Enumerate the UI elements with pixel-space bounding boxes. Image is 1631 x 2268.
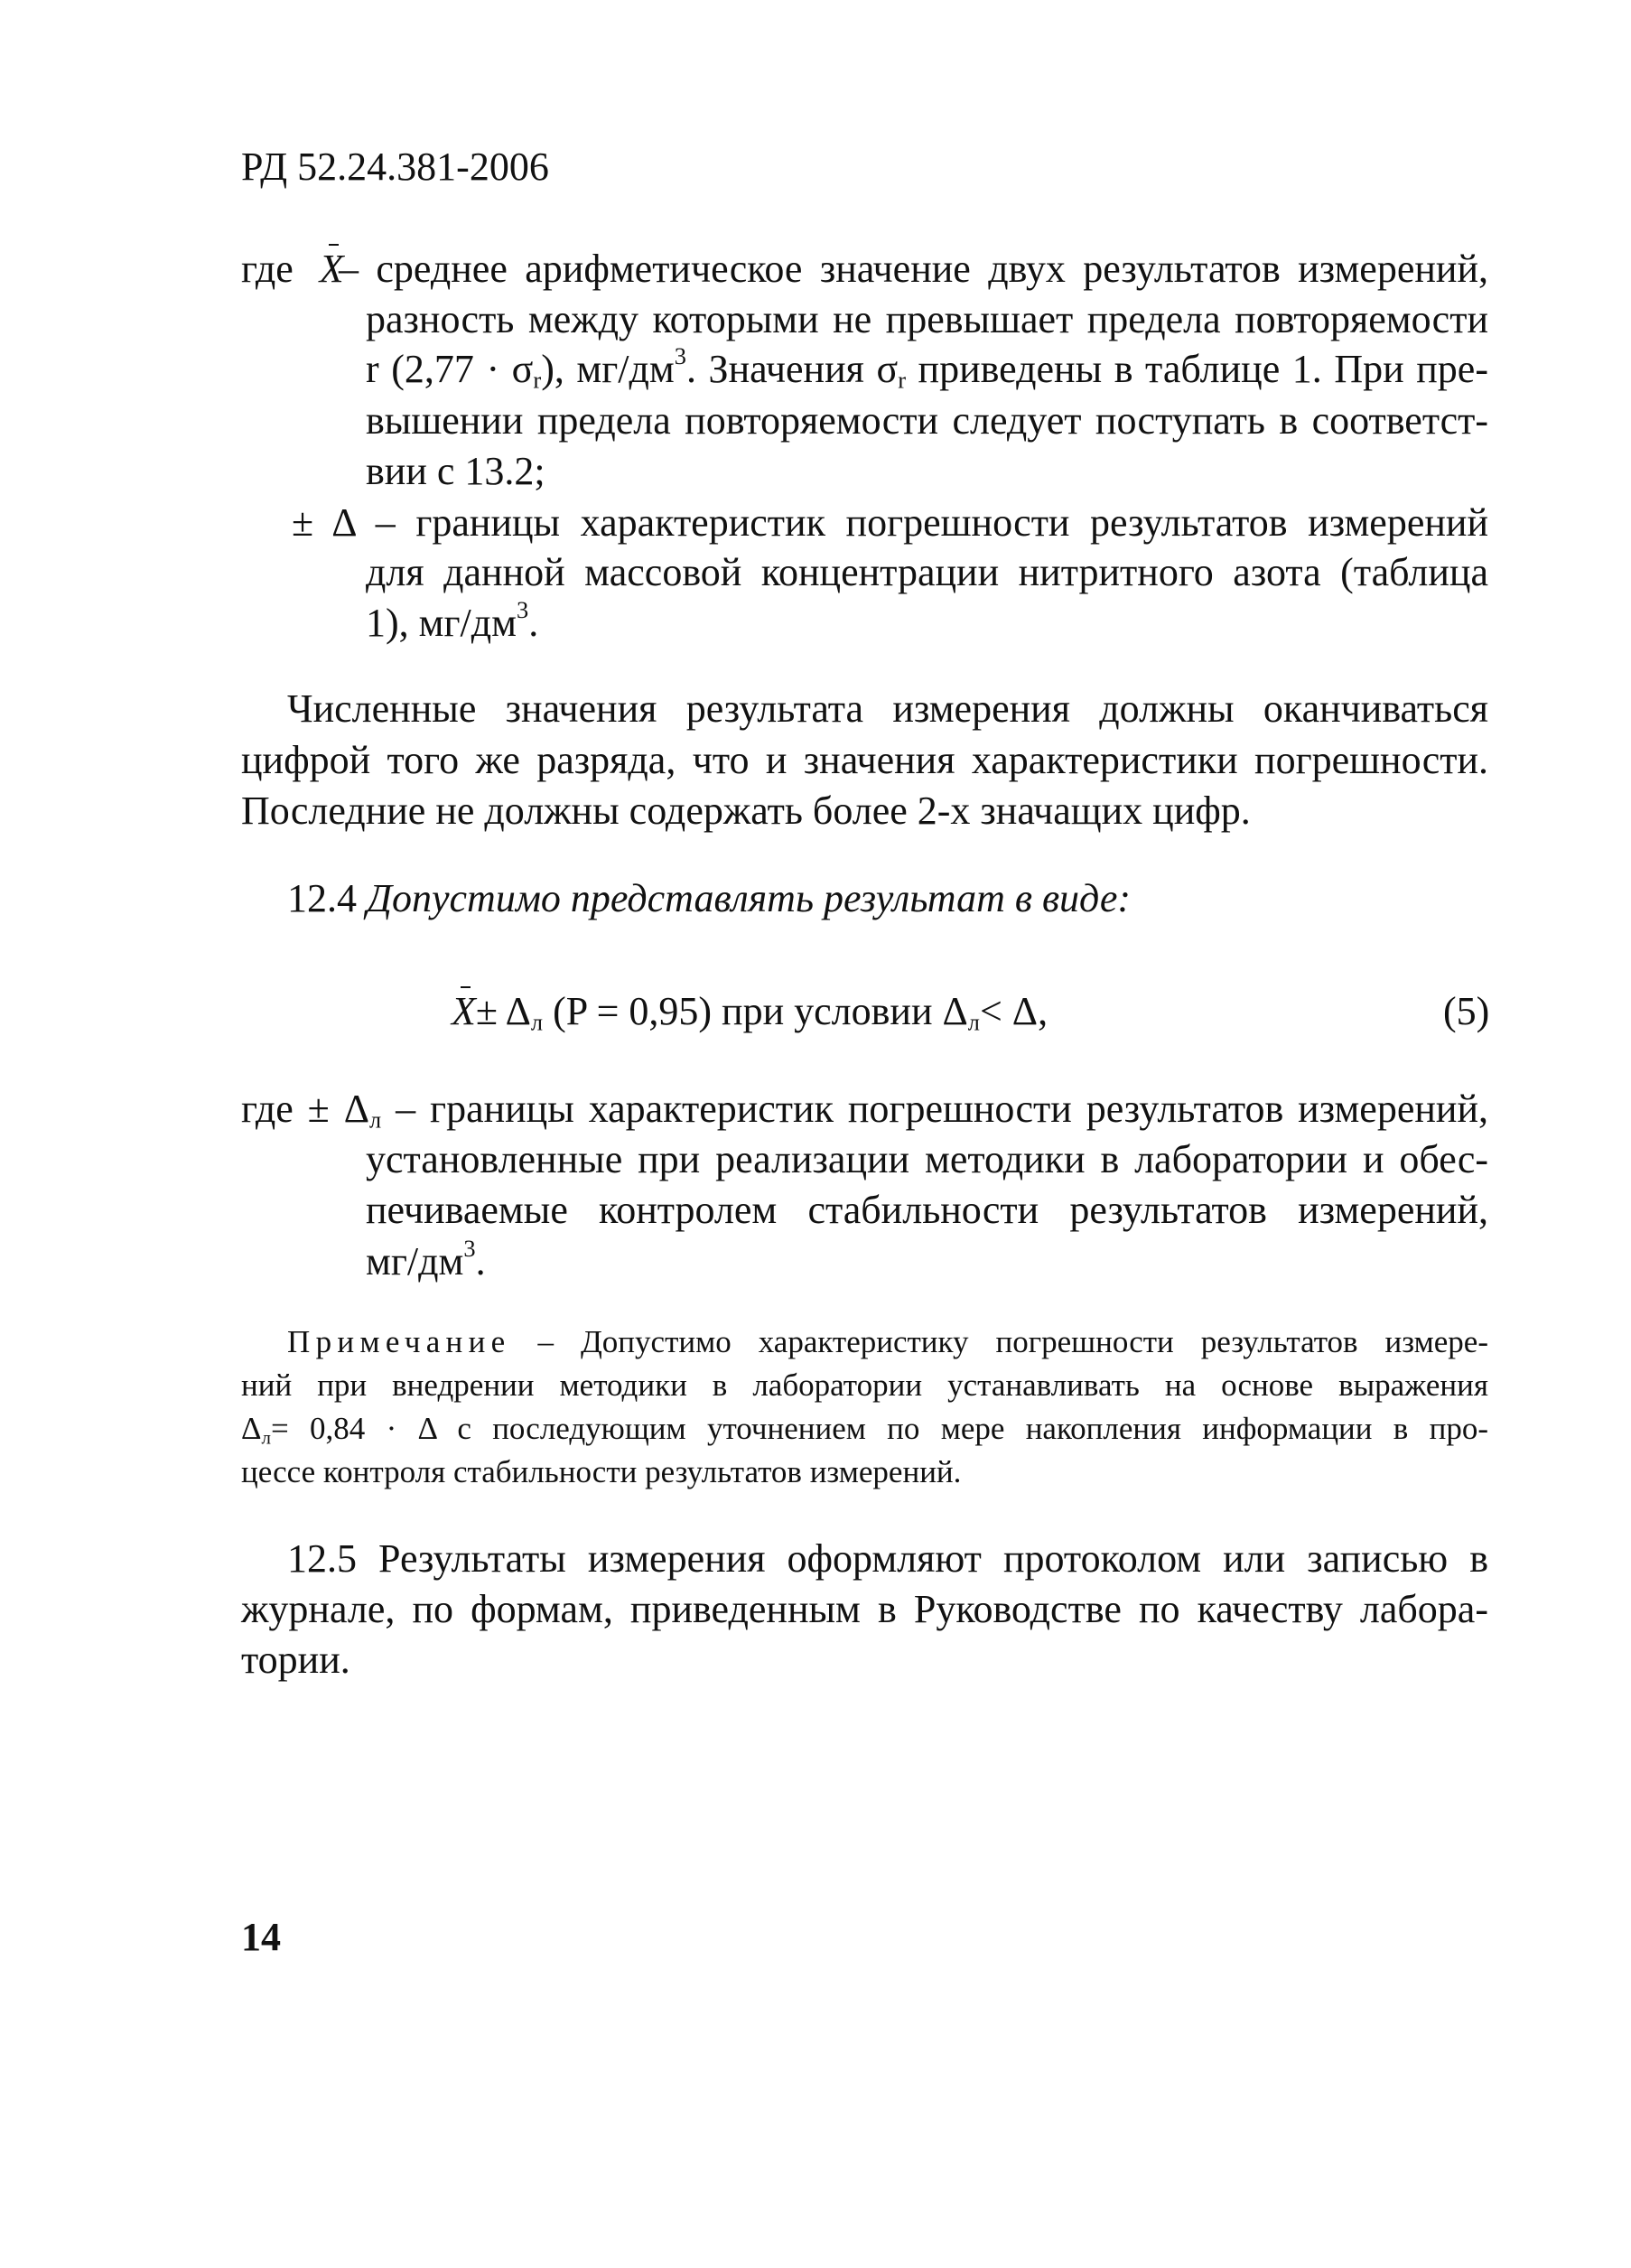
formula-5: $X\pm \Delta_л$ (P = 0,95) при условии $\Delta_л< \Delta$,: [452, 989, 1048, 1036]
note-line-4: цессе контроля стабильности результатов измерений.: [241, 1454, 962, 1489]
def-x-line-2: разность между которыми не превышает предела повторяемости: [366, 297, 1488, 341]
def-x-line-5: вии с 13.2;: [366, 449, 545, 493]
section-text: Допустимо представлять результат в виде:: [367, 876, 1132, 920]
para-line-1: Численные значения результата измерения должны оканчиваться: [287, 686, 1488, 731]
section-12-5-line-2: журнале, по формам, приведенным в Руководстве по качеству лабора-: [241, 1587, 1488, 1631]
symbol-x-bar: X: [319, 247, 344, 291]
formula-number: (5): [1443, 989, 1490, 1033]
note-label: Примечание: [287, 1324, 511, 1359]
note-line-1: Примечание – Допустимо характеристику погрешности результатов измере-: [287, 1324, 1488, 1359]
def-x-line-3: r $(2,77 \cdot \sigma_r)$, $мг/дм^3$. Значения $\sigma_r$ приведены в таблице 1. При пре-: [366, 342, 1488, 394]
def-x-line-4: вышении предела повторяемости следует поступать в соответст-: [366, 398, 1488, 443]
def-lead: где: [241, 247, 294, 291]
def-delta-l-line-1: где ± $\Delta_л$ – границы характеристик погрешности результатов измерений,: [241, 1087, 1488, 1134]
para-line-3: Последние не должны содержать более 2-х значащих цифр.: [241, 789, 1251, 833]
page-number: 14: [241, 1915, 281, 1959]
symbol-x-bar: X: [452, 989, 476, 1033]
def-delta-l-line-4: $мг/дм^3$.: [366, 1235, 486, 1283]
section-number: 12.4: [287, 876, 357, 920]
note-line-2: ний при внедрении методики в лаборатории устанавливать на основе выражения: [241, 1367, 1488, 1403]
note-line-3: $\Delta_л= 0,84 \cdot \Delta$ с последующим уточнением по мере накопления информации в про-: [241, 1411, 1488, 1449]
section-12-4: [287, 876, 1132, 920]
para-line-2: цифрой того же разряда, что и значения характеристики погрешности.: [241, 738, 1488, 782]
document-code: РД 52.24.381-2006: [241, 145, 549, 189]
def-delta-line-1: ± Δ – границы характеристик погрешности результатов измерений: [292, 500, 1488, 545]
section-12-5-line-3: тории.: [241, 1638, 350, 1682]
def-delta-line-2: для данной массовой концентрации нитритного азота (таблица: [366, 550, 1488, 594]
def-x-first-line: [241, 249, 344, 289]
def-delta-l-line-2: установленные при реализации методики в лаборатории и обес-: [366, 1137, 1488, 1181]
def-delta-line-3: 1), $мг/дм^3$.: [366, 596, 539, 645]
section-12-5-line-1: 12.5 Результаты измерения оформляют протоколом или записью в: [287, 1536, 1488, 1581]
def-x-line-1: – среднее арифметическое значение двух результатов измерений,: [339, 247, 1488, 291]
def-delta-l-line-3: печиваемые контролем стабильности результатов измерений,: [366, 1188, 1488, 1232]
